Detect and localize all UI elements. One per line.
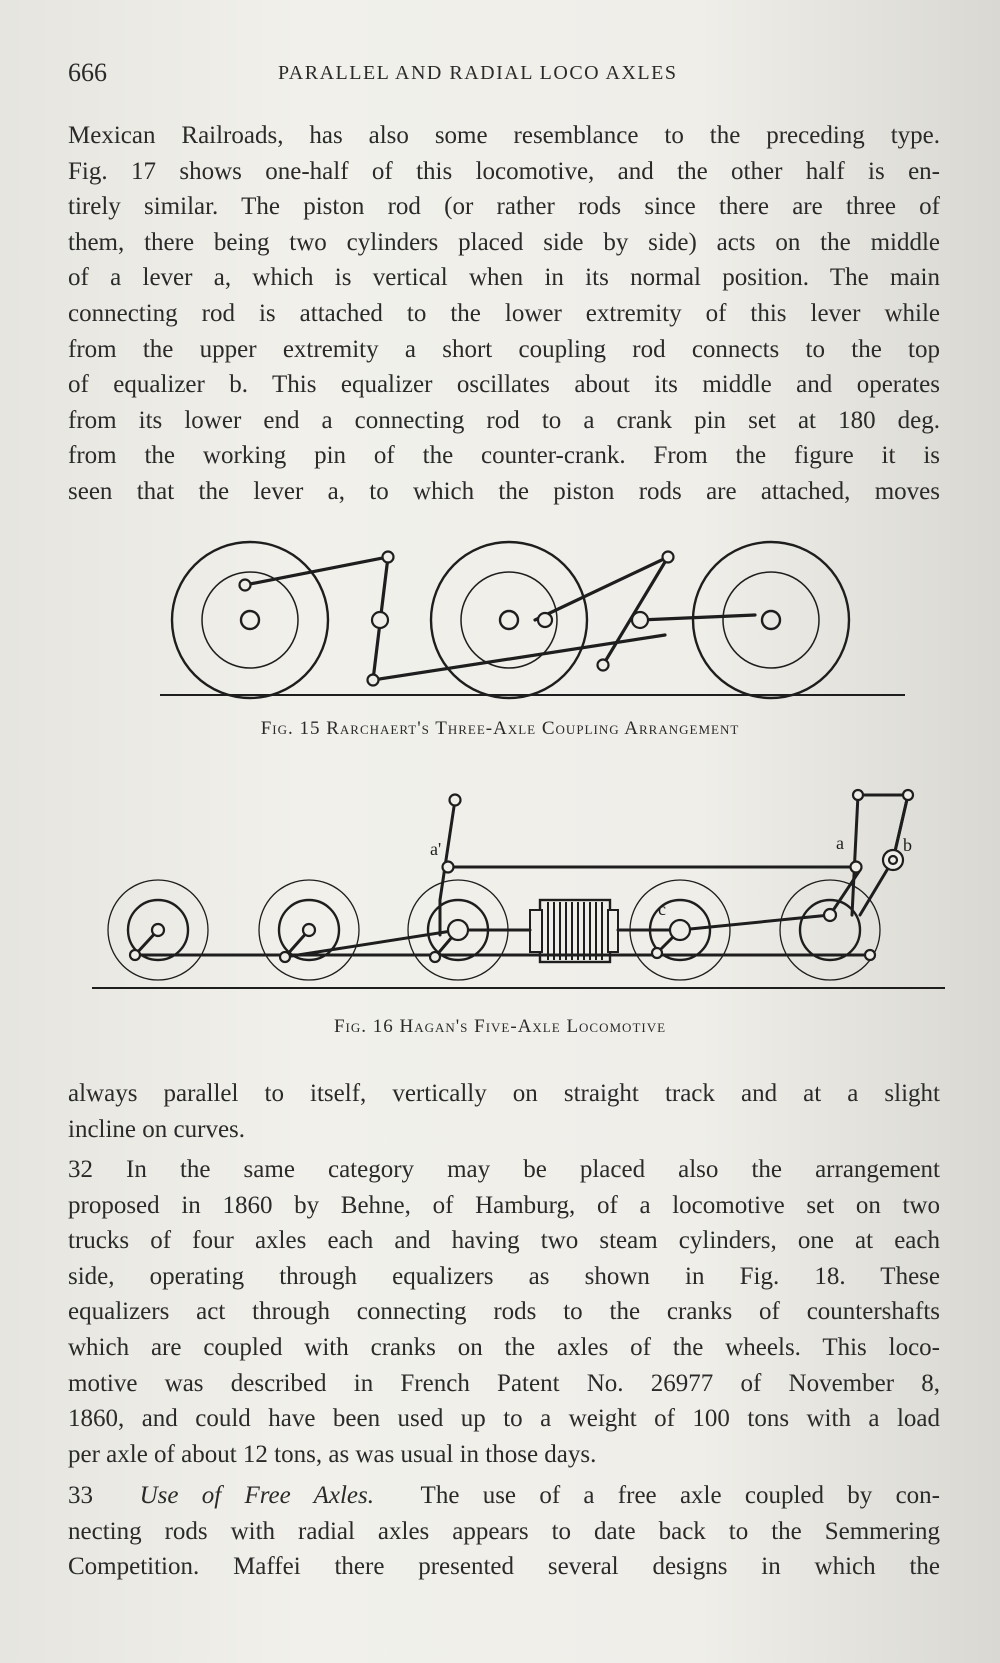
text-line: of equalizer b. This equalizer oscillates about its middle and operates [68, 371, 940, 399]
three-axle-wheels [172, 542, 849, 698]
steam-cylinder [530, 900, 618, 962]
section-heading: Use of Free Axles. [139, 1482, 374, 1509]
crank-5 [830, 870, 860, 915]
axle-3 [762, 611, 780, 629]
text-line: 1860, and could have been used up to a weight of 100 tons with a load [68, 1405, 940, 1433]
connecting-rod-4 [680, 915, 830, 930]
figure-15-caption: Fig. 15 Rarchaert's Three-Axle Coupling Arrangement [260, 718, 740, 739]
text-line: necting rods with radial axles appears to date back to the Semmering [68, 1517, 940, 1545]
cylinder-body [540, 900, 610, 962]
pin [430, 952, 440, 962]
rod-5 [640, 615, 755, 620]
running-title: PARALLEL AND RADIAL LOCO AXLES [278, 62, 678, 84]
cylinder-cap [530, 910, 542, 952]
text-line: 32 In the same category may be placed also the arrangement [68, 1156, 940, 1183]
text-line: side, operating through equalizers as shown in Fig. 18. These [68, 1262, 940, 1290]
pin [368, 675, 379, 686]
cylinder-cap [608, 910, 618, 952]
text-line: connecting rod is attached to the lower extremity of this lever while [68, 299, 940, 327]
paragraph-33 [68, 1478, 940, 1585]
text-line: equalizers act through connecting rods to the cranks of countershafts [68, 1298, 940, 1326]
paragraph-32 [68, 1152, 940, 1472]
text-line: always parallel to itself, vertically on straight track and at a slight [68, 1080, 940, 1107]
pin [598, 660, 609, 671]
pin [851, 862, 862, 873]
text-line: Mexican Railroads, has also some resemblance to the preceding type. [68, 122, 940, 149]
paragraph-1 [68, 118, 940, 510]
pin [303, 924, 315, 936]
wheel-3-inner [723, 572, 819, 668]
label-a-prime: a' [430, 839, 442, 859]
pin [663, 552, 674, 563]
rod-2 [373, 635, 665, 680]
text-line: per axle of about 12 tons, as was usual in those days. [68, 1440, 597, 1468]
wheel-2 [431, 542, 587, 698]
wheel-5-outer [780, 880, 880, 980]
pin [632, 612, 648, 628]
lever-a [852, 795, 858, 915]
pin [670, 920, 690, 940]
figure-16-drawing [0, 785, 1000, 1000]
page-header [68, 58, 948, 98]
pin [443, 862, 454, 873]
pin [652, 948, 662, 958]
label-b: b [903, 835, 912, 855]
text-line: incline on curves. [68, 1115, 246, 1143]
axle-1 [241, 611, 259, 629]
text-line: them, there being two cylinders placed side by side) acts on the middle [68, 228, 940, 256]
text-line: Competition. Maffei there presented several designs in which the [68, 1553, 940, 1581]
rods-and-levers [135, 795, 908, 957]
text-line: motive was described in French Patent No. 26977 of November 8, [68, 1369, 940, 1397]
text-line: trucks of four axles each and having two steam cylinders, one at each [68, 1227, 940, 1255]
figure-15-drawing [0, 535, 1000, 715]
pin [824, 909, 836, 921]
wheel-3 [693, 542, 849, 698]
text-line: proposed in 1860 by Behne, of Hamburg, of a locomotive set on two [68, 1191, 940, 1219]
pin [903, 790, 913, 800]
text-line [68, 1478, 940, 1514]
text-line: from its lower end a connecting rod to a crank pin set at 180 deg. [68, 406, 940, 434]
figure-16-caption: Fig. 16 Hagan's Five-Axle Locomotive [333, 1016, 667, 1037]
text-line: of a lever a, which is vertical when in its normal position. The main [68, 264, 940, 292]
text-line: seen that the lever a, to which the piston rods are attached, moves [68, 477, 940, 505]
text-line: Fig. 17 shows one-half of this locomotive, and the other half is en- [68, 157, 940, 185]
lever-a-prime [440, 800, 455, 900]
text-line: from the upper extremity a short coupling rod connects to the top [68, 335, 940, 363]
pin [538, 613, 552, 627]
pin [865, 950, 875, 960]
pin [372, 612, 388, 628]
pin [152, 924, 164, 936]
text-line: tirely similar. The piston rod (or rather rods since there are three of [68, 193, 940, 221]
pin [240, 580, 251, 591]
pin [853, 790, 863, 800]
pin [383, 552, 394, 563]
axle-2 [500, 611, 518, 629]
text-line: which are coupled with cranks on the axles of the wheels. This loco- [68, 1333, 940, 1361]
label-a: a [836, 833, 844, 853]
text-line: from the working pin of the counter-crank. From the figure it is [68, 442, 940, 470]
pin [450, 795, 461, 806]
paragraph-2 [68, 1076, 940, 1147]
page-number: 666 [68, 58, 107, 87]
pin [130, 950, 140, 960]
wheel-1 [172, 542, 328, 698]
label-c: c [658, 899, 666, 919]
pin [280, 952, 290, 962]
section-number: 33 [68, 1482, 93, 1509]
pin [889, 856, 897, 864]
pin [448, 920, 468, 940]
text-span: The use of a free axle coupled by con- [420, 1482, 941, 1509]
